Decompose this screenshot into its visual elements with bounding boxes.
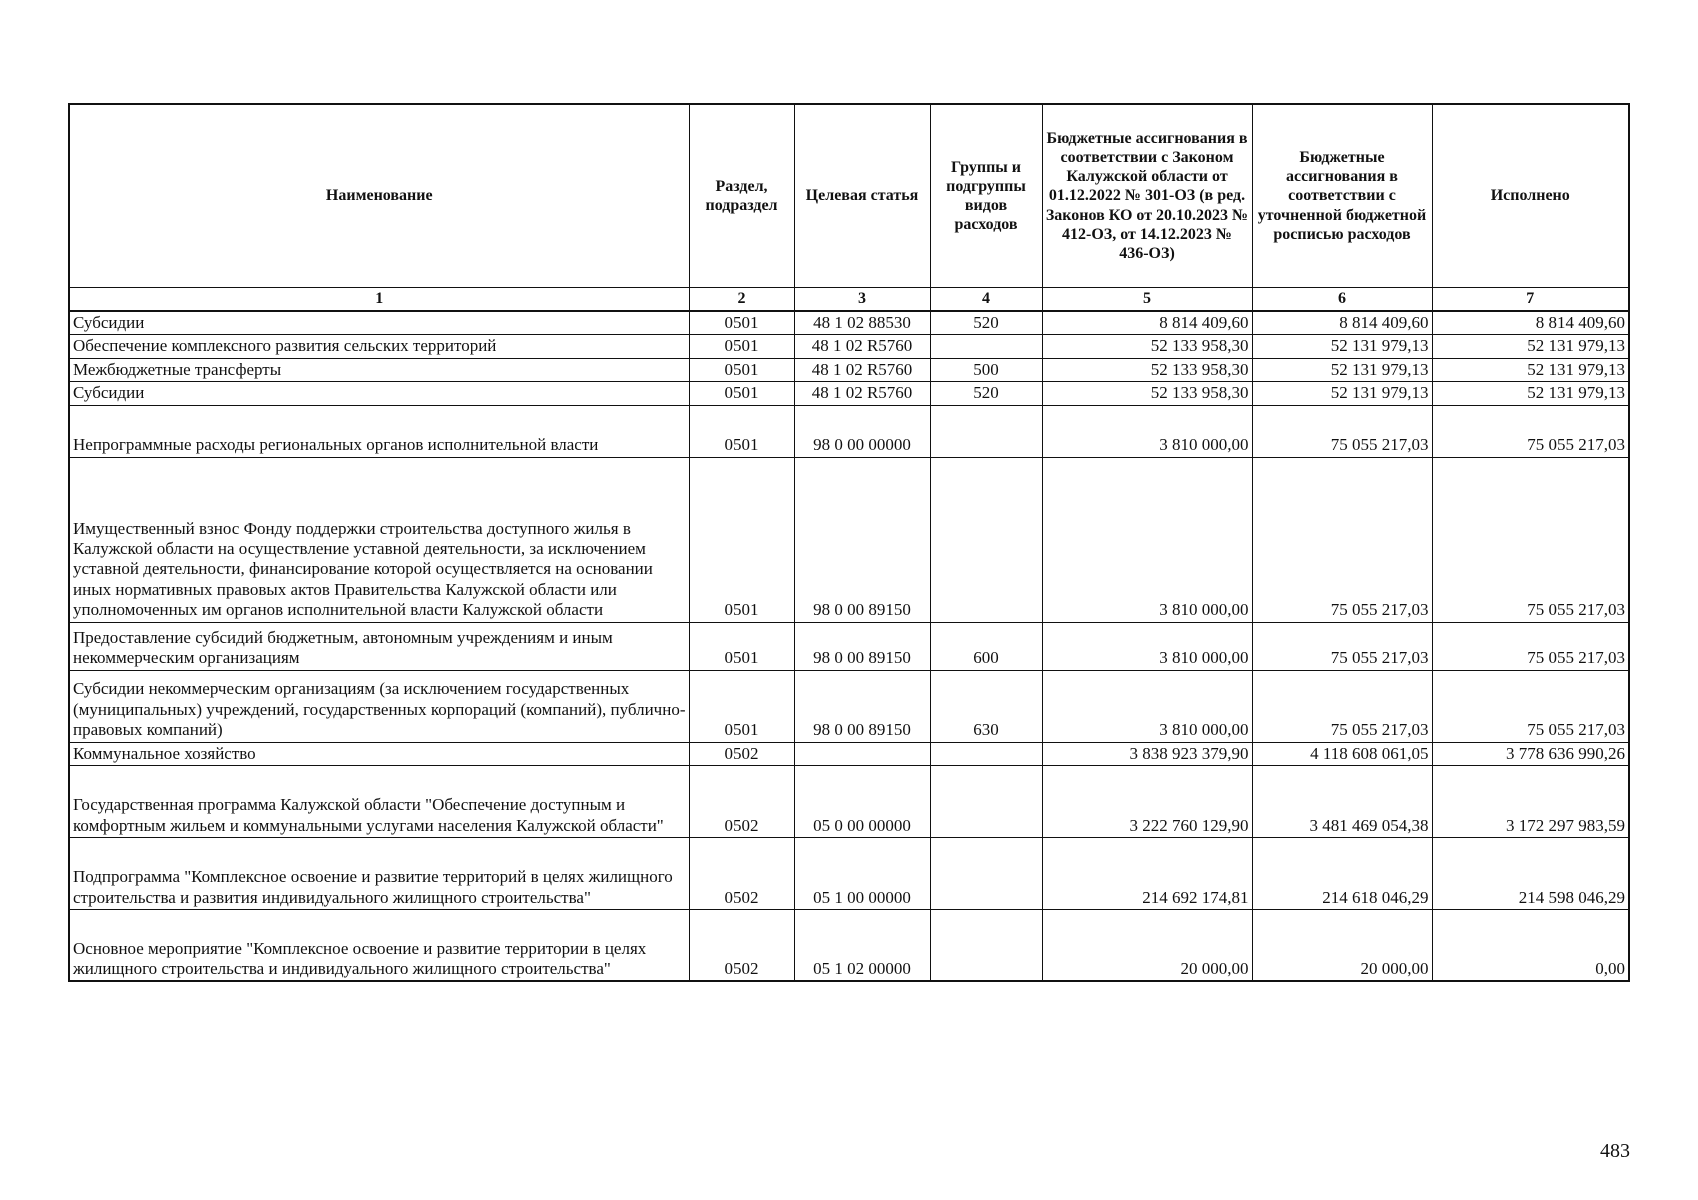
- row-law-amount: 52 133 958,30: [1042, 358, 1252, 381]
- row-name: Субсидии: [69, 382, 689, 405]
- row-section: 0501: [689, 358, 794, 381]
- row-executed-amount: 52 131 979,13: [1432, 335, 1629, 358]
- row-executed-amount: 75 055 217,03: [1432, 405, 1629, 457]
- row-section: 0501: [689, 622, 794, 670]
- table-row: [69, 622, 1629, 670]
- row-refined-amount: 75 055 217,03: [1252, 622, 1432, 670]
- row-expense-group: [930, 909, 1042, 981]
- row-refined-amount: 8 814 409,60: [1252, 311, 1432, 335]
- row-section: 0501: [689, 457, 794, 622]
- row-section: 0502: [689, 742, 794, 765]
- table-row: [69, 457, 1629, 622]
- row-expense-group: 520: [930, 311, 1042, 335]
- page-number: 483: [1600, 1140, 1630, 1162]
- row-target-article: 98 0 00 00000: [794, 405, 930, 457]
- row-name: Государственная программа Калужской области "Обеспечение доступным и комфортным жильем и коммунальными услугами населения Калужской области": [69, 765, 689, 837]
- row-section: 0501: [689, 382, 794, 405]
- row-target-article: 98 0 00 89150: [794, 622, 930, 670]
- row-law-amount: 3 810 000,00: [1042, 405, 1252, 457]
- table-row: [69, 670, 1629, 742]
- table-row: [69, 335, 1629, 358]
- row-section: 0502: [689, 765, 794, 837]
- row-target-article: 48 1 02 R5760: [794, 358, 930, 381]
- row-refined-amount: 52 131 979,13: [1252, 335, 1432, 358]
- row-law-amount: 20 000,00: [1042, 909, 1252, 981]
- row-refined-amount: 20 000,00: [1252, 909, 1432, 981]
- row-expense-group: 630: [930, 670, 1042, 742]
- row-expense-group: 520: [930, 382, 1042, 405]
- row-law-amount: 3 838 923 379,90: [1042, 742, 1252, 765]
- row-executed-amount: 214 598 046,29: [1432, 837, 1629, 909]
- row-refined-amount: 52 131 979,13: [1252, 382, 1432, 405]
- row-section: 0501: [689, 311, 794, 335]
- row-refined-amount: 3 481 469 054,38: [1252, 765, 1432, 837]
- header-expense-groups: Группы и подгруппы видов расходов: [930, 104, 1042, 288]
- table-row: [69, 837, 1629, 909]
- row-expense-group: [930, 742, 1042, 765]
- row-executed-amount: 75 055 217,03: [1432, 622, 1629, 670]
- row-section: 0501: [689, 335, 794, 358]
- column-number: 5: [1042, 288, 1252, 312]
- header-row: [69, 104, 1629, 288]
- budget-table: [68, 103, 1630, 982]
- row-name: Непрограммные расходы региональных органов исполнительной власти: [69, 405, 689, 457]
- row-expense-group: [930, 405, 1042, 457]
- row-expense-group: 500: [930, 358, 1042, 381]
- row-law-amount: 3 810 000,00: [1042, 457, 1252, 622]
- row-expense-group: [930, 837, 1042, 909]
- column-number: 7: [1432, 288, 1629, 312]
- row-target-article: [794, 742, 930, 765]
- header-refined-allocations: Бюджетные ассигнования в соответствии с уточненной бюджетной росписью расходов: [1252, 104, 1432, 288]
- row-expense-group: 600: [930, 622, 1042, 670]
- table-row: [69, 742, 1629, 765]
- row-target-article: 05 1 00 00000: [794, 837, 930, 909]
- row-executed-amount: 0,00: [1432, 909, 1629, 981]
- row-name: Обеспечение комплексного развития сельских территорий: [69, 335, 689, 358]
- row-name: Субсидии: [69, 311, 689, 335]
- column-number-row: [69, 288, 1629, 312]
- table-row: [69, 909, 1629, 981]
- row-name: Субсидии некоммерческим организациям (за исключением государственных (муниципальных) учреждений, государственных корпораций (компаний), публично-правовых компаний): [69, 670, 689, 742]
- row-refined-amount: 52 131 979,13: [1252, 358, 1432, 381]
- row-law-amount: 3 810 000,00: [1042, 670, 1252, 742]
- row-target-article: 05 0 00 00000: [794, 765, 930, 837]
- header-law-allocations: Бюджетные ассигнования в соответствии с Законом Калужской области от 01.12.2022 № 301-ОЗ (в ред. Законов КО от 20.10.2023 № 412-ОЗ, от 14.12.2023 № 436-ОЗ): [1042, 104, 1252, 288]
- row-expense-group: [930, 335, 1042, 358]
- row-refined-amount: 75 055 217,03: [1252, 405, 1432, 457]
- column-number: 6: [1252, 288, 1432, 312]
- row-refined-amount: 75 055 217,03: [1252, 457, 1432, 622]
- row-refined-amount: 214 618 046,29: [1252, 837, 1432, 909]
- row-executed-amount: 3 778 636 990,26: [1432, 742, 1629, 765]
- row-executed-amount: 3 172 297 983,59: [1432, 765, 1629, 837]
- header-name: Наименование: [69, 104, 689, 288]
- row-target-article: 98 0 00 89150: [794, 670, 930, 742]
- row-law-amount: 3 810 000,00: [1042, 622, 1252, 670]
- row-name: Предоставление субсидий бюджетным, автономным учреждениям и иным некоммерческим организациям: [69, 622, 689, 670]
- column-number: 4: [930, 288, 1042, 312]
- row-expense-group: [930, 765, 1042, 837]
- table-row: [69, 765, 1629, 837]
- row-name: Имущественный взнос Фонду поддержки строительства доступного жилья в Калужской области на осуществление уставной деятельности, за исключением уставной деятельности, финансирование которой осуществляется на основании иных нормативных правовых актов Правительства Калужской области или уполномоченных им органов исполнительной власти Калужской области: [69, 457, 689, 622]
- row-section: 0502: [689, 837, 794, 909]
- row-section: 0501: [689, 405, 794, 457]
- column-number: 1: [69, 288, 689, 312]
- column-number: 3: [794, 288, 930, 312]
- column-number: 2: [689, 288, 794, 312]
- row-law-amount: 52 133 958,30: [1042, 335, 1252, 358]
- row-name: Межбюджетные трансферты: [69, 358, 689, 381]
- row-target-article: 48 1 02 88530: [794, 311, 930, 335]
- row-refined-amount: 75 055 217,03: [1252, 670, 1432, 742]
- row-refined-amount: 4 118 608 061,05: [1252, 742, 1432, 765]
- row-target-article: 98 0 00 89150: [794, 457, 930, 622]
- row-executed-amount: 8 814 409,60: [1432, 311, 1629, 335]
- row-name: Коммунальное хозяйство: [69, 742, 689, 765]
- row-section: 0502: [689, 909, 794, 981]
- budget-table-container: [68, 103, 1628, 982]
- row-name: Подпрограмма "Комплексное освоение и развитие территорий в целях жилищного строительства и развития индивидуального жилищного строительства": [69, 837, 689, 909]
- table-row: [69, 405, 1629, 457]
- row-expense-group: [930, 457, 1042, 622]
- table-row: [69, 311, 1629, 335]
- header-target-article: Целевая статья: [794, 104, 930, 288]
- header-section: Раздел, подраздел: [689, 104, 794, 288]
- table-row: [69, 358, 1629, 381]
- table-row: [69, 382, 1629, 405]
- row-law-amount: 52 133 958,30: [1042, 382, 1252, 405]
- row-executed-amount: 75 055 217,03: [1432, 670, 1629, 742]
- row-target-article: 05 1 02 00000: [794, 909, 930, 981]
- header-executed: Исполнено: [1432, 104, 1629, 288]
- row-executed-amount: 75 055 217,03: [1432, 457, 1629, 622]
- row-law-amount: 8 814 409,60: [1042, 311, 1252, 335]
- row-target-article: 48 1 02 R5760: [794, 382, 930, 405]
- row-target-article: 48 1 02 R5760: [794, 335, 930, 358]
- row-section: 0501: [689, 670, 794, 742]
- row-executed-amount: 52 131 979,13: [1432, 382, 1629, 405]
- row-law-amount: 214 692 174,81: [1042, 837, 1252, 909]
- row-name: Основное мероприятие "Комплексное освоение и развитие территории в целях жилищного строительства и индивидуального жилищного строительства": [69, 909, 689, 981]
- row-executed-amount: 52 131 979,13: [1432, 358, 1629, 381]
- row-law-amount: 3 222 760 129,90: [1042, 765, 1252, 837]
